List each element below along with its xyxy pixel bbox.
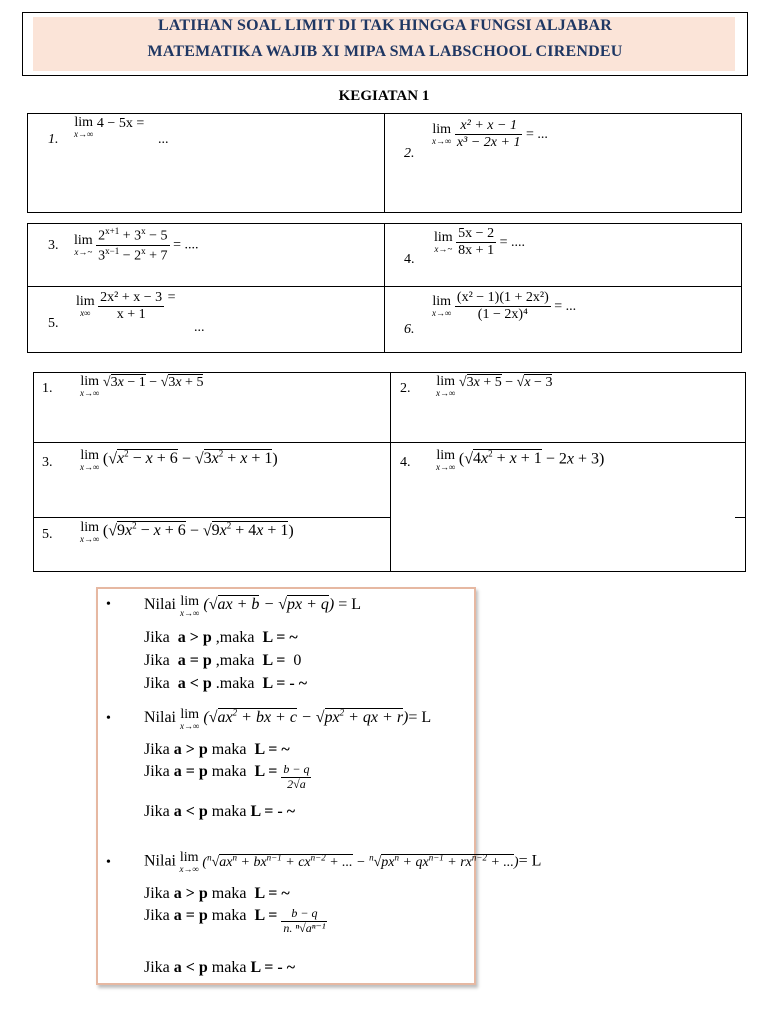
q5-dots: ... [194,320,205,335]
q2-expression: lim x→∞ $\frac{\text{x² + x − 1}}{\text{x³ − 2x + 1}}$ = ... [432,118,548,151]
q3-number: 3. [48,238,59,253]
formula-2: Nilai lim x→∞ ($√ax^2$ + bx + $c - √px^2$ + qx + r)= L [144,707,432,731]
case-2-eq: Jika a = p maka L = $\frac{b - q}{2√a}$ [144,762,310,791]
bullet-3: • [106,855,111,870]
q1-dots: ... [158,132,169,147]
q6-number: 6. [404,322,415,337]
q4-expression: lim x→~ $\frac{5x - 2}{8x + 1}$ = .... [434,226,525,259]
case-1-eq: Jika a = p ,maka L = 0 [144,652,302,669]
q3-expression: lim x→~ $\frac{2^{x+1} + 3^x - 5}{3^{x-1} - 2^x + 7}$ = .... [74,226,199,264]
bullet-2: • [106,711,111,726]
q6-expression: lim x→∞ $\frac{\text{(x² − 1)(1 + 2x²)}}{\text{(1 − 2x)⁴}}$ = ... [432,290,577,323]
case-2-gt: Jika a > p maka L = ~ [144,741,290,758]
formula-box [96,587,542,985]
t3-q3-expression: lim x→∞ $(√x^2 - x + 6 - √3x^2 + x + 1)$ [80,448,278,472]
t3-q1-number: 1. [42,381,53,396]
case-3-lt: Jika a < p maka L = - ~ [144,959,296,976]
case-1-lt: Jika a < p .maka L = - ~ [144,675,308,692]
case-1-gt: Jika a > p ,maka L = ~ [144,629,298,646]
q1-expression: lim x→∞ 4 − 5x = [74,115,145,139]
formula-1: Nilai lim x→∞ (√ax + b − √px + q) = L [144,594,362,618]
table-1 [27,113,742,213]
q1-number: 1. [48,132,59,147]
t3-q2-expression: lim x→∞ √3x + 5 − √x − 3 [436,374,553,398]
t3-q2-number: 2. [400,381,411,396]
q5-number: 5. [48,316,59,331]
case-2-lt: Jika a < p maka L = - ~ [144,803,296,820]
bullet-1: • [106,597,111,612]
q5-expression: lim x∞ $\frac{\text{2x² + x − 3}}{x + 1}$ = [76,290,176,323]
t3-q5-number: 5. [42,527,53,542]
table-2 [27,223,742,353]
q4-number: 4. [404,252,415,267]
title-header [22,12,748,76]
title-line-1: LATIHAN SOAL LIMIT DI TAK HINGGA FUNGSI ALJABAR [157,17,613,34]
t3-q1-expression: lim x→∞ √3x − 1 − √3x + 5 [80,374,204,398]
t3-q3-number: 3. [42,455,53,470]
section-title: KEGIATAN 1 [338,88,430,104]
table-3 [33,372,746,572]
t3-q5-expression: lim x→∞ $(√9x^2 - x + 6 - √9x^2 + 4x + 1)$ [80,520,294,544]
case-3-gt: Jika a > p maka L = ~ [144,885,290,902]
case-3-eq: Jika a = p maka L = $\frac{b - q}{\text{n. ⁿ√aⁿ⁻¹}}$ [144,906,326,935]
formula-3: Nilai lim x→∞ ($^n√ax^n + bx^{n-1} + cx^{n-2}$ + ... − $^n√px^n + qx^{n-1} + rx^{n-2}$ + ...)= L [144,850,542,874]
q2-number: 2. [404,146,415,161]
t3-q4-number: 4. [400,455,411,470]
title-line-2: MATEMATIKA WAJIB XI MIPA SMA LABSCHOOL CIRENDEU [147,43,623,60]
t3-q4-expression: lim x→∞ $(√4x^2 + x + 1 - 2x + 3)$ [436,448,605,472]
